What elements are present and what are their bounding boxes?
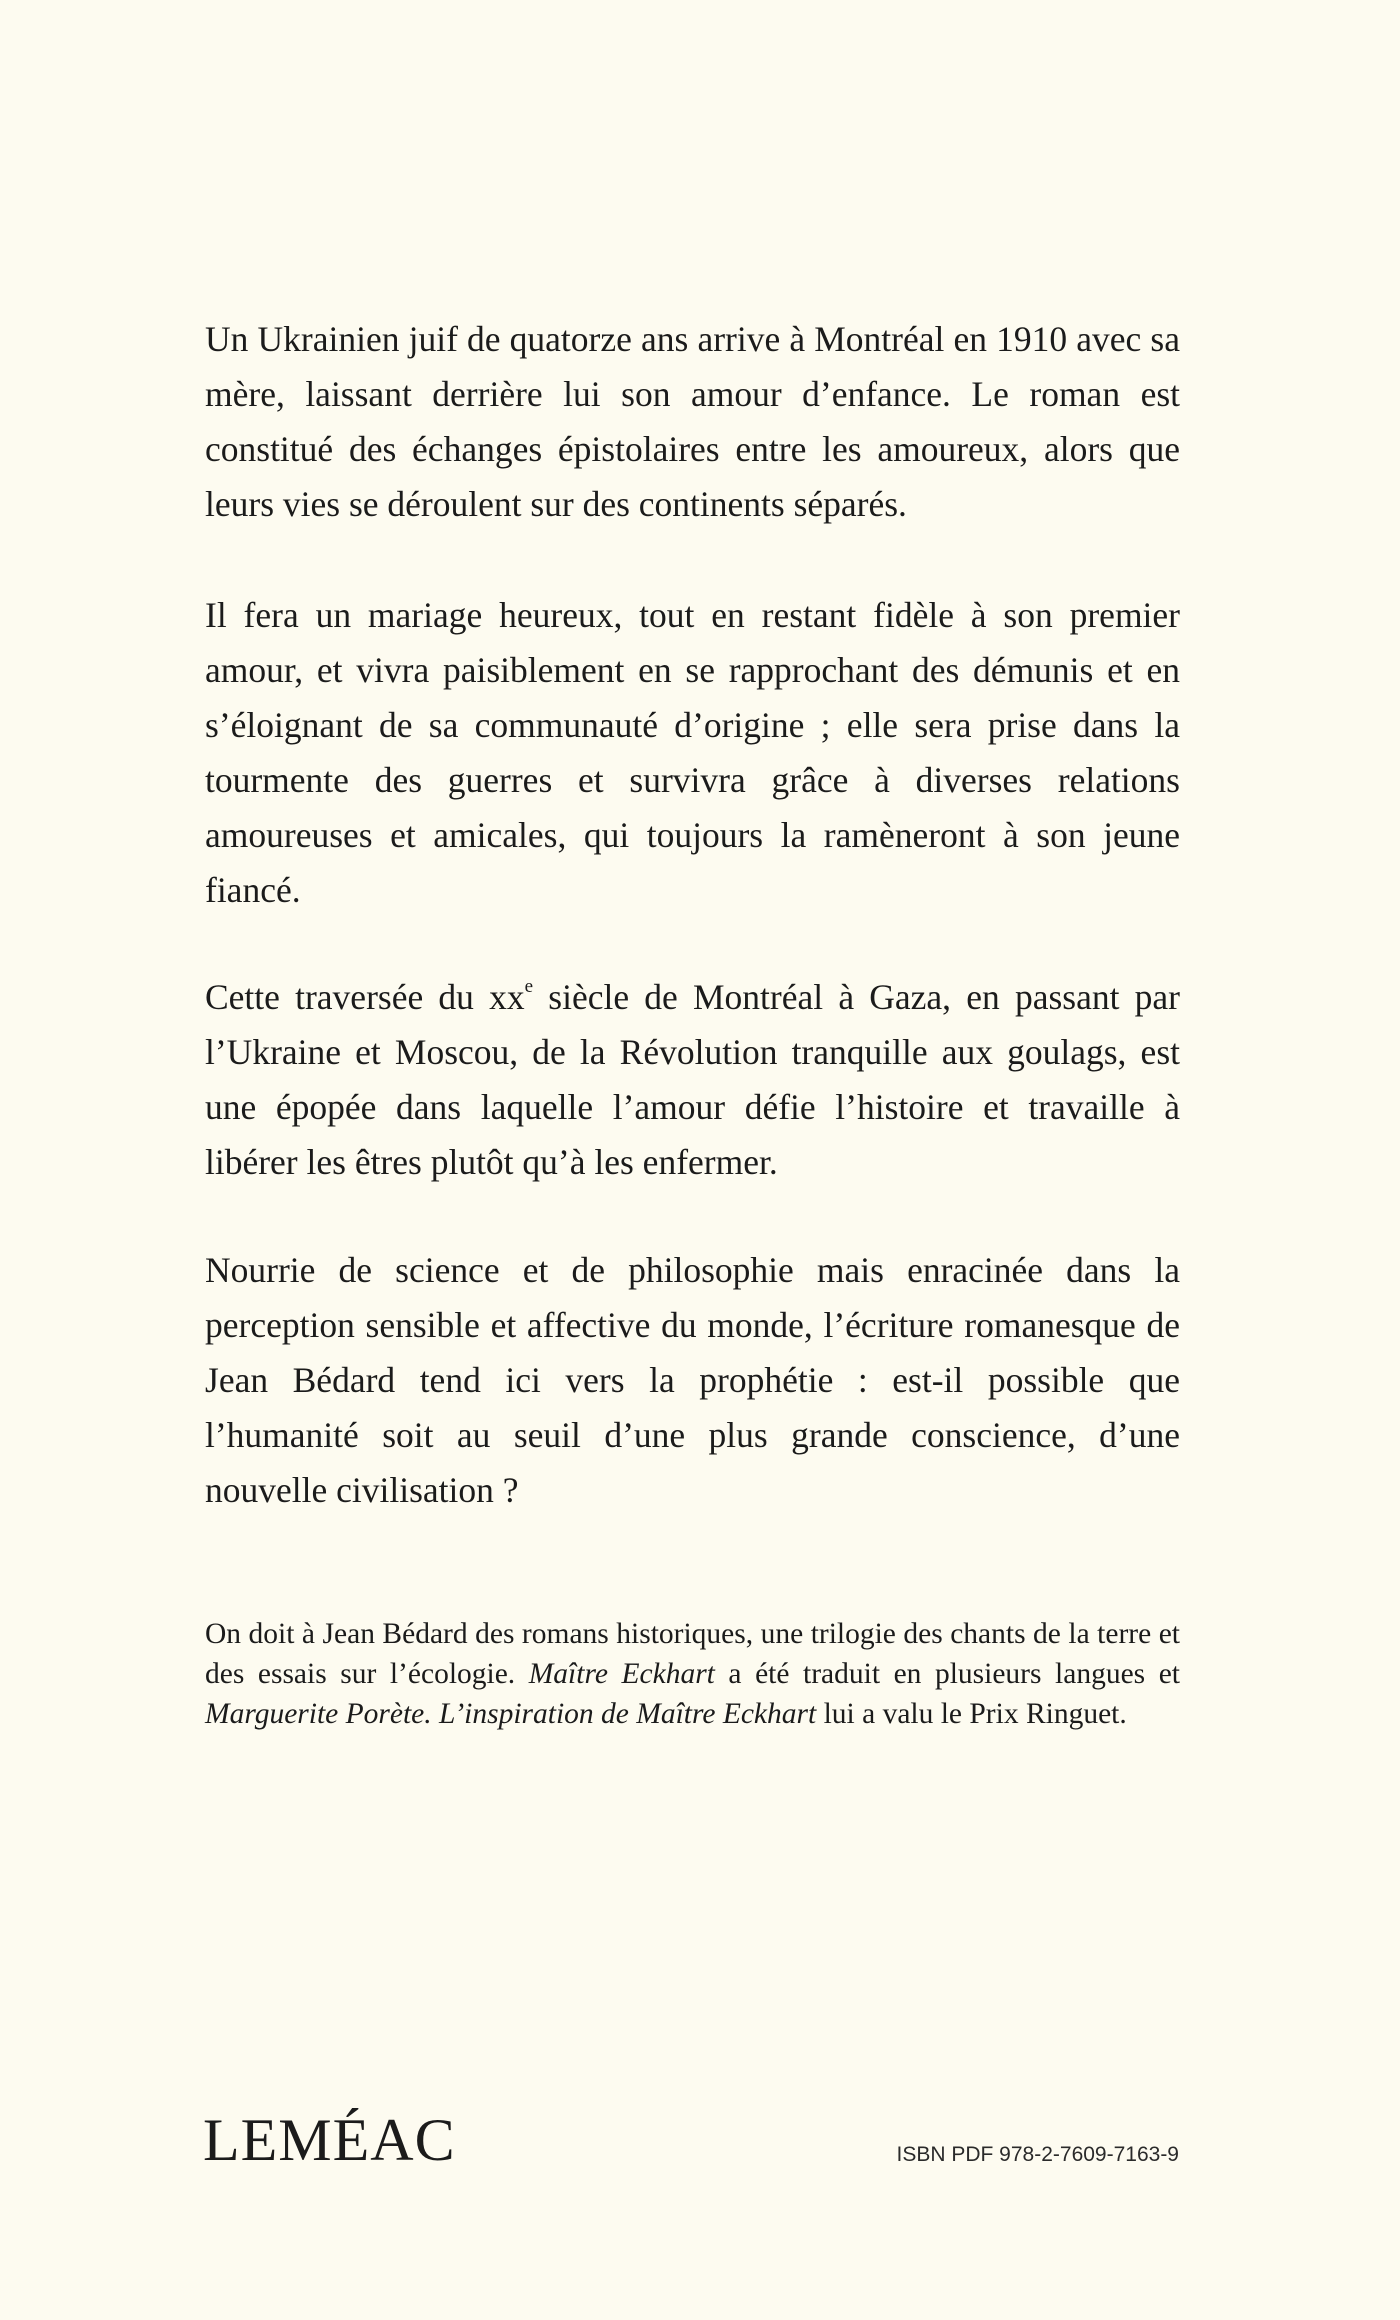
summary-paragraph-2: Il fera un mariage heureux, tout en restant fidèle à son premier amour, et vivra paisiblement en se rapprochant des démunis et en s’éloignant de sa communauté d’origine ; elle sera prise dans la tourmente des guerres et survivra grâce à diverses relations amoureuses et amicales, qui toujours la ramèneront à son jeune fiancé. (205, 595, 1180, 910)
book-title: Marguerite Porète. L’inspiration de Maître Eckhart (205, 1698, 817, 1730)
summary-paragraph-4: Nourrie de science et de philosophie mais enracinée dans la perception sensible et affective du monde, l’écriture romanesque de Jean Bédard tend ici vers la prophétie : est-il possible que l’humanité soit au seuil d’une plus grande conscience, d’une nouvelle civilisation ? (205, 1250, 1180, 1510)
paragraph-text: siècle de Montréal à Gaza, en passant par l’Ukraine et Moscou, de la Révolution tranquille aux goulags, est une épopée dans laquelle l’amour défie l’histoire et travaille à libérer les êtres plutôt qu’à les enfermer. (205, 977, 1180, 1182)
author-note (205, 1614, 1180, 1734)
summary-paragraph-1: Un Ukrainien juif de quatorze ans arrive à Montréal en 1910 avec sa mère, laissant derrière lui son amour d’enfance. Le roman est constitué des échanges épistolaires entre les amoureux, alors que leurs vies se déroulent sur des continents séparés. (205, 319, 1180, 524)
century-ordinal-suffix: e (524, 976, 534, 998)
author-note-text: lui a valu le Prix Ringuet. (816, 1698, 1127, 1730)
author-note-text: a été traduit en plusieurs langues et (714, 1658, 1180, 1690)
publisher-logo: LEMÉAC (203, 2107, 456, 2173)
author-note-text: On doit à Jean Bédard des romans historiques, une trilogie des chants de la terre et des essais sur l’écologie. (205, 1618, 1180, 1690)
paragraph-text: Cette traversée du xx (205, 977, 525, 1017)
summary-paragraph-3 (205, 970, 1180, 1190)
isbn-number: ISBN PDF 978-2-7609-7163-9 (896, 2143, 1179, 2166)
book-title: Maître Eckhart (528, 1658, 715, 1690)
